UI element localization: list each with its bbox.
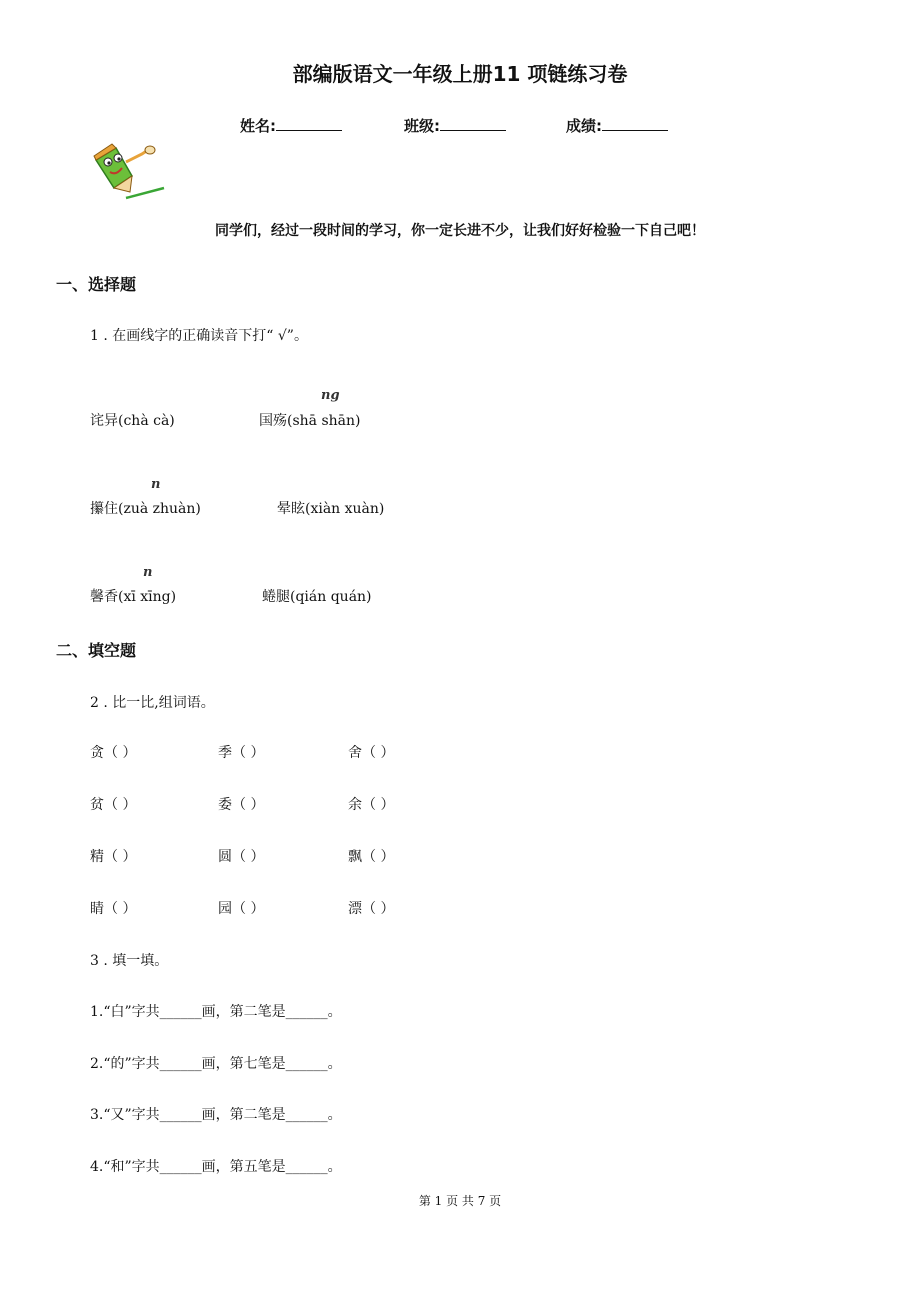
- name-label: 姓名:: [240, 117, 276, 135]
- word-cell: 舍（ ）: [348, 745, 395, 761]
- pinyin-item: 国殇(shā shān): [259, 413, 361, 429]
- pinyin-item: 晕眩(xiàn xuàn): [277, 501, 385, 517]
- question-3-prompt: 3 . 填一填。: [90, 953, 169, 969]
- class-blank: [440, 116, 506, 131]
- pinyin-annotation: ng: [321, 388, 340, 403]
- score-blank: [602, 116, 668, 131]
- word-cell: 园（ ）: [218, 901, 265, 917]
- page-title: 部编版语文一年级上册11 项链练习卷: [292, 62, 628, 86]
- word-cell: 圆（ ）: [218, 849, 265, 865]
- fill-line: 2.“的”字共______画，第七笔是______。: [90, 1056, 342, 1072]
- word-cell: 余（ ）: [348, 797, 395, 813]
- page-footer: 第 1 页 共 7 页: [418, 1194, 502, 1208]
- pinyin-annotation: n: [151, 477, 161, 492]
- class-label: 班级:: [404, 117, 440, 135]
- name-blank: [276, 116, 342, 131]
- pinyin-item: 蜷腿(qián quán): [262, 589, 372, 605]
- fill-line: 3.“又”字共______画，第二笔是______。: [90, 1107, 342, 1123]
- word-cell: 贪（ ）: [90, 745, 137, 761]
- word-cell: 精（ ）: [90, 849, 137, 865]
- word-cell: 漂（ ）: [348, 901, 395, 917]
- fill-line: 4.“和”字共______画，第五笔是______。: [90, 1159, 342, 1175]
- pinyin-item: 诧异(chà cà): [90, 413, 175, 429]
- intro-text: 同学们，经过一段时间的学习，你一定长进不少，让我们好好检验一下自己吧！: [215, 223, 705, 239]
- pencil-mascot-icon: [86, 140, 168, 202]
- score-label: 成绩:: [566, 117, 602, 135]
- class-field: [404, 115, 506, 136]
- pinyin-item: 攥住(zuà zhuàn): [90, 501, 201, 517]
- fill-line: 1.“白”字共______画，第二笔是______。: [90, 1004, 342, 1020]
- word-cell: 飘（ ）: [348, 849, 395, 865]
- section-heading-fill: 二、填空题: [56, 641, 137, 660]
- section-heading-choice: 一、选择题: [56, 275, 137, 294]
- name-field: [240, 115, 342, 136]
- word-cell: 睛（ ）: [90, 901, 137, 917]
- pinyin-item: 馨香(xī xīng): [90, 589, 177, 605]
- word-cell: 贫（ ）: [90, 797, 137, 813]
- score-field: [566, 115, 668, 136]
- question-2-prompt: 2 . 比一比,组词语。: [90, 695, 215, 711]
- pinyin-annotation: n: [143, 565, 153, 580]
- word-cell: 季（ ）: [218, 745, 265, 761]
- question-1-prompt: 1 . 在画线字的正确读音下打“ √”。: [90, 328, 308, 344]
- word-cell: 委（ ）: [218, 797, 265, 813]
